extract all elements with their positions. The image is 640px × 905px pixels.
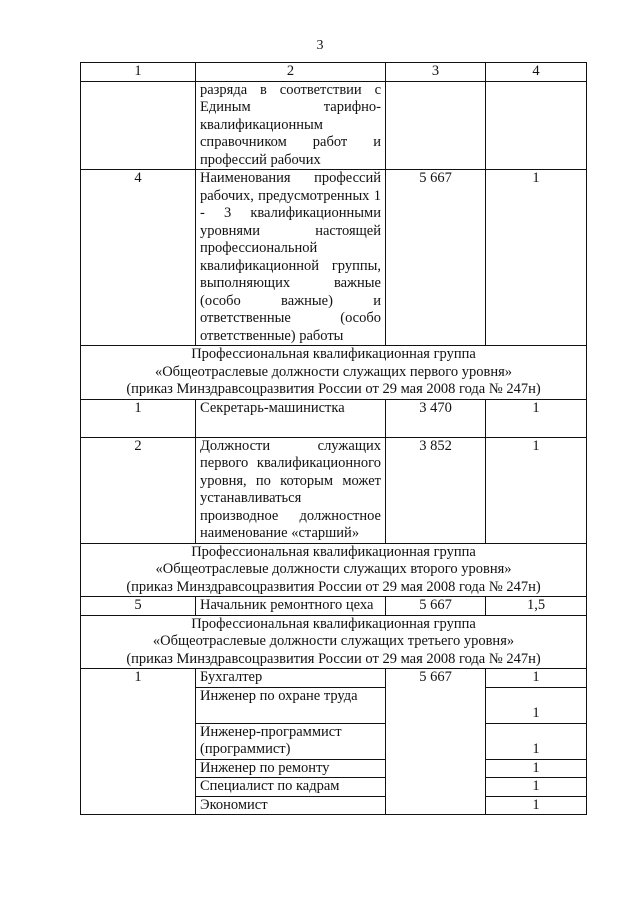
position-name: Наименования профессий рабочих, предусмотренных 1 - 3 квалификационными уровнями настоящей профессиональной квалификационной группы, выполняющих важные (особо важные) и ответственные (особо ответственные) работы xyxy=(196,170,386,346)
table-row xyxy=(81,437,587,543)
coefficient-value: 1 xyxy=(486,778,587,797)
row-number: 4 xyxy=(81,170,196,346)
group-heading xyxy=(81,615,587,669)
group-heading-line: «Общеотраслевые должности служащих третьего уровня» xyxy=(152,633,515,649)
row-number xyxy=(81,81,196,170)
table-row xyxy=(81,81,587,170)
coefficient-value xyxy=(486,81,587,170)
group-heading-line: Профессиональная квалификационная группа xyxy=(191,615,476,632)
coefficient-value: 1 xyxy=(486,669,587,688)
header-col-3: 3 xyxy=(386,63,486,82)
group-heading-line: (приказ Минздравсоцразвития России от 29 мая 2008 года № 247н) xyxy=(126,578,541,595)
salary-value: 5 667 xyxy=(386,597,486,616)
header-row xyxy=(81,63,587,82)
group-heading xyxy=(81,346,587,400)
table-row xyxy=(81,669,587,688)
row-number: 5 xyxy=(81,597,196,616)
table-row xyxy=(81,597,587,616)
coefficient-value: 1 xyxy=(486,437,587,543)
row-number: 1 xyxy=(81,669,196,815)
group-heading-line: (приказ Минздравсоцразвития России от 29 мая 2008 года № 247н) xyxy=(126,381,541,397)
group-heading-line: Профессиональная квалификационная группа xyxy=(191,543,476,560)
table-row xyxy=(81,170,587,346)
group-heading-line: «Общеотраслевые должности служащих второго уровня» xyxy=(155,561,512,577)
header-col-1: 1 xyxy=(81,63,196,82)
group-heading-row xyxy=(81,346,587,400)
group-heading-line: «Общеотраслевые должности служащих первого уровня» xyxy=(154,363,513,380)
position-name: Секретарь-машинистка xyxy=(196,399,386,437)
salary-value xyxy=(386,81,486,170)
coefficient-value: 1 xyxy=(486,723,587,759)
group-heading-row xyxy=(81,615,587,669)
position-name: Экономист xyxy=(196,796,386,815)
salary-value: 3 852 xyxy=(386,437,486,543)
position-name: Должности служащих первого квалификационного уровня, по которым может устанавливаться производное должностное наименование «старший» xyxy=(196,437,386,543)
position-name: Специалист по кадрам xyxy=(196,778,386,797)
row-number: 2 xyxy=(81,437,196,543)
group-heading xyxy=(81,543,587,597)
row-number: 1 xyxy=(81,399,196,437)
table-row xyxy=(81,399,587,437)
position-name: Инженер-программист (программист) xyxy=(196,723,386,759)
group-heading-line: (приказ Минздравсоцразвития России от 29 мая 2008 года № 247н) xyxy=(126,650,541,667)
group-heading-row xyxy=(81,543,587,597)
coefficient-value: 1 xyxy=(486,170,587,346)
salary-value: 5 667 xyxy=(386,170,486,346)
position-name: Бухгалтер xyxy=(196,669,386,688)
coefficient-value: 1,5 xyxy=(486,597,587,616)
salary-value: 3 470 xyxy=(386,399,486,437)
coefficient-value: 1 xyxy=(486,687,587,723)
coefficient-value: 1 xyxy=(486,759,587,778)
position-name: Инженер по ремонту xyxy=(196,759,386,778)
salary-table xyxy=(80,62,587,815)
position-name: Начальник ремонтного цеха xyxy=(196,597,386,616)
position-name: разряда в соответствии с Единым тарифно-квалификационным справочником работ и профессий рабочих xyxy=(196,81,386,170)
header-col-4: 4 xyxy=(486,63,587,82)
coefficient-value: 1 xyxy=(486,796,587,815)
position-name: Инженер по охране труда xyxy=(196,687,386,723)
group-heading-line: Профессиональная квалификационная группа xyxy=(191,346,476,362)
page-number: 3 xyxy=(316,38,324,53)
coefficient-value: 1 xyxy=(486,399,587,437)
header-col-2: 2 xyxy=(196,63,386,82)
salary-value: 5 667 xyxy=(386,669,486,815)
